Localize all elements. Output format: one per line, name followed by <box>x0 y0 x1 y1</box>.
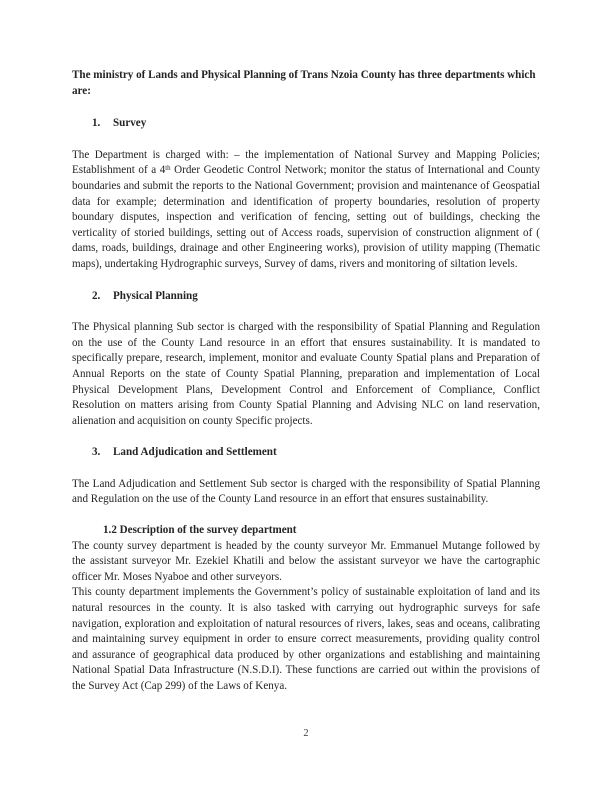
list-item-label: Land Adjudication and Settlement <box>113 446 277 459</box>
spacer <box>72 429 540 445</box>
spacer <box>72 132 540 148</box>
list-number: 2. <box>92 289 101 302</box>
paragraph-survey-department-staff: The county survey department is headed by the county surveyor Mr. Emmanuel Mutange followed by the assistant surveyor Mr. Ezekiel Khatili and below the assistant surveyor we have the cartographic officer Mr. Moses Nyaboe and other surveyors. <box>72 539 540 583</box>
page-content <box>72 68 540 695</box>
paragraph-survey <box>72 148 540 273</box>
list-number: 3. <box>92 446 101 459</box>
spacer <box>72 99 540 116</box>
list-item-label: Survey <box>113 117 147 130</box>
list-item-label: Physical Planning <box>113 289 198 302</box>
paragraph-survey-part1: The Department is charged with: – the implementation of National Survey and Mapping Policies; Establishment of a 4 <box>72 148 540 177</box>
intro-heading: The ministry of Lands and Physical Planning of Trans Nzoia County has three departments which are: <box>72 69 536 97</box>
paragraph-land-adjudication: The Land Adjudication and Settlement Sub sector is charged with the responsibility of Spatial Planning and Regulation on the use of the County Land resource in an effort that ensures sustainability. <box>72 477 540 506</box>
paragraph-survey-department-functions: This county department implements the Government’s policy of sustainable exploitation of land and its natural resources in the county. It is also tasked with carrying out hydrographic surveys for safe navigation, exploration and exploitation of natural resources of rivers, lakes, seas and oceans, calibrating and maintaining survey equipment in order to ensure correct measurements, providing quality control and assurance of geographical data produced by other organizations and establishing and maintaining National Spatial Data Infrastructure (N.S.D.I). These functions are carried out within the provisions of the Survey Act (Cap 299) of the Laws of Kenya. <box>72 586 540 692</box>
list-number: 1. <box>92 117 101 130</box>
spacer <box>72 508 540 523</box>
list-item-land-adjudication <box>72 445 540 461</box>
spacer <box>72 461 540 477</box>
spacer <box>72 304 540 320</box>
list-item-survey <box>72 116 540 132</box>
list-item-physical-planning <box>72 289 540 305</box>
page-number: 2 <box>303 728 309 739</box>
ordinal-suffix: th <box>165 165 171 173</box>
paragraph-physical-planning: The Physical planning Sub sector is charged with the responsibility of Spatial Planning and Regulation on the use of the County Land resource in an effort that ensures sustainability. It is mandated to specifically prepare, research, implement, monitor and evaluate County Spatial plans and Preparation of Annual Reports on the state of County Spatial Planning, preparation and implementation of Local Physical Development Plans, Development Control and Enforcement of Compliance, Conflict Resolution on matters arising from County Spatial Planning and Advising NLC on land reservation, alienation and acquisition on county Specific projects. <box>72 321 540 427</box>
paragraph-survey-part2: Order Geodetic Control Network; monitor the status of International and County boundaries and submit the reports to the National Government; provision and maintenance of Geospatial data for example; determination and identification of property boundaries, resolution of property boundary disputes, inspection and verification of fencing, setting out of buildings, checking the verticality of storied buildings, setting out of Access roads, supervision of construction alignment of ( dams, roads, buildings, drainage and other Engineering works), provision of utility mapping (Thematic maps), undertaking Hydrographic surveys, Survey of dams, rivers and monitoring of siltation levels. <box>72 164 541 270</box>
spacer <box>72 273 540 289</box>
subsection-heading: 1.2 Description of the survey department <box>103 524 297 537</box>
